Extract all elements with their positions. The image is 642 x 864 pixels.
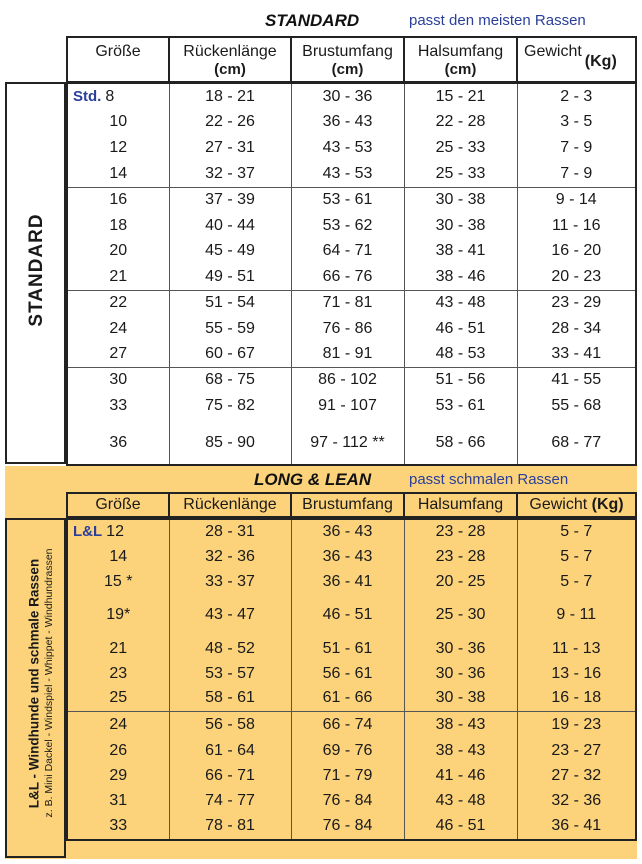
size-tag: L&L (73, 523, 103, 540)
ll-header-size: Größe (67, 493, 169, 517)
cell-weight: 23 - 27 (517, 738, 636, 763)
cell-chest: 71 - 81 (291, 290, 404, 316)
ll-side-label: L&L - Windhunde und schmale Rassen (26, 558, 42, 809)
cell-weight: 55 - 68 (517, 393, 636, 418)
cell-chest: 56 - 61 (291, 661, 404, 686)
ll-side-box (5, 518, 66, 858)
cell-weight: 11 - 16 (517, 213, 636, 238)
cell-chest: 91 - 107 (291, 393, 404, 418)
standard-header (66, 36, 637, 83)
cell-back-length: 28 - 31 (169, 519, 291, 544)
cell-weight: 28 - 34 (517, 316, 636, 341)
cell-size: 33 (109, 396, 128, 414)
cell-neck: 23 - 28 (404, 519, 517, 544)
cell-neck: 38 - 43 (404, 738, 517, 763)
cell-back-length: 68 - 75 (169, 367, 291, 393)
standard-side-label: STANDARD (26, 213, 47, 327)
ll-subtitle: passt schmalen Rassen (409, 471, 569, 488)
cell-size: 10 (109, 113, 128, 130)
cell-weight: 7 - 9 (517, 161, 636, 187)
cell-chest: 36 - 43 (291, 519, 404, 544)
cell-back-length: 74 - 77 (169, 788, 291, 813)
cell-size: 29 (109, 766, 128, 784)
cell-size: 19* (106, 606, 131, 623)
cell-neck: 30 - 36 (404, 636, 517, 661)
cell-chest: 53 - 61 (291, 187, 404, 213)
cell-weight: 19 - 23 (517, 711, 636, 738)
cell-weight: 41 - 55 (517, 367, 636, 393)
standard-table (66, 82, 637, 467)
cell-neck: 25 - 33 (404, 135, 517, 161)
cell-size: 26 (109, 741, 128, 759)
cell-neck: 46 - 51 (404, 316, 517, 341)
cell-size: 36 (109, 433, 128, 451)
cell-size: 14 (109, 164, 128, 182)
cell-chest: 51 - 61 (291, 636, 404, 661)
cell-neck: 58 - 66 (404, 418, 517, 467)
header-chest: Brustumfang (cm) (291, 37, 404, 82)
cell-neck: 38 - 46 (404, 264, 517, 290)
cell-chest: 43 - 53 (291, 135, 404, 161)
cell-back-length: 78 - 81 (169, 813, 291, 840)
table-row (67, 788, 636, 813)
table-row (67, 813, 636, 840)
table-row (67, 544, 636, 569)
cell-neck: 30 - 36 (404, 661, 517, 686)
cell-back-length: 60 - 67 (169, 341, 291, 367)
cell-back-length: 51 - 54 (169, 290, 291, 316)
standard-title-row (0, 10, 642, 32)
cell-chest: 86 - 102 (291, 367, 404, 393)
table-row (67, 213, 636, 238)
cell-size: 24 (109, 319, 128, 337)
cell-back-length: 55 - 59 (169, 316, 291, 341)
ll-title: LONG & LEAN (254, 470, 372, 489)
cell-back-length: 45 - 49 (169, 238, 291, 264)
table-row (67, 594, 636, 636)
cell-back-length: 61 - 64 (169, 738, 291, 763)
cell-chest: 76 - 84 (291, 813, 404, 840)
cell-back-length: 32 - 36 (169, 544, 291, 569)
cell-neck: 43 - 48 (404, 788, 517, 813)
cell-chest: 61 - 66 (291, 686, 404, 711)
cell-size: 22 (109, 294, 128, 312)
cell-neck: 20 - 25 (404, 569, 517, 594)
header-neck: Halsumfang (cm) (404, 37, 517, 82)
cell-neck: 25 - 33 (404, 161, 517, 187)
cell-neck: 38 - 41 (404, 238, 517, 264)
cell-size: 25 (109, 689, 128, 707)
table-row (67, 418, 636, 467)
cell-size: 15 * (104, 572, 133, 590)
cell-chest: 43 - 53 (291, 161, 404, 187)
ll-header (66, 492, 637, 518)
cell-size: 30 (109, 371, 128, 389)
cell-size: 24 (109, 715, 128, 733)
cell-chest: 76 - 84 (291, 788, 404, 813)
table-row (67, 686, 636, 711)
cell-weight: 13 - 16 (517, 661, 636, 686)
table-row (67, 763, 636, 788)
cell-size: 16 (109, 191, 128, 209)
cell-neck: 46 - 51 (404, 813, 517, 840)
cell-back-length: 56 - 58 (169, 711, 291, 738)
standard-side-box (5, 82, 66, 464)
size-value: 8 (105, 87, 115, 105)
cell-chest: 46 - 51 (291, 594, 404, 636)
cell-back-length: 33 - 37 (169, 569, 291, 594)
cell-weight: 5 - 7 (517, 544, 636, 569)
cell-chest: 64 - 71 (291, 238, 404, 264)
cell-weight: 23 - 29 (517, 290, 636, 316)
cell-weight: 36 - 41 (517, 813, 636, 840)
cell-chest: 36 - 43 (291, 544, 404, 569)
ll-header-weight: Gewicht (Kg) (517, 493, 636, 517)
table-row (67, 738, 636, 763)
table-row (67, 264, 636, 290)
size-value: 12 (106, 523, 124, 540)
table-row (67, 83, 636, 109)
cell-back-length: 22 - 26 (169, 109, 291, 135)
cell-neck: 53 - 61 (404, 393, 517, 418)
cell-neck: 30 - 38 (404, 187, 517, 213)
cell-weight: 16 - 18 (517, 686, 636, 711)
table-row (67, 393, 636, 418)
table-row (67, 109, 636, 135)
table-row (67, 135, 636, 161)
cell-chest: 66 - 74 (291, 711, 404, 738)
cell-weight: 33 - 41 (517, 341, 636, 367)
cell-back-length: 66 - 71 (169, 763, 291, 788)
cell-neck: 43 - 48 (404, 290, 517, 316)
cell-back-length: 37 - 39 (169, 187, 291, 213)
cell-neck: 38 - 43 (404, 711, 517, 738)
cell-size: 21 (109, 267, 128, 285)
header-back-length: Rückenlänge (cm) (169, 37, 291, 82)
cell-weight: 9 - 11 (517, 594, 636, 636)
cell-neck: 22 - 28 (404, 109, 517, 135)
cell-size (67, 519, 169, 544)
cell-chest: 76 - 86 (291, 316, 404, 341)
cell-size: 18 (109, 216, 128, 234)
header-weight: Gewicht(Kg) (517, 37, 636, 82)
cell-weight: 5 - 7 (517, 519, 636, 544)
cell-chest: 97 - 112 ** (291, 418, 404, 467)
table-row (67, 711, 636, 738)
cell-weight: 9 - 14 (517, 187, 636, 213)
cell-weight: 20 - 23 (517, 264, 636, 290)
cell-back-length: 49 - 51 (169, 264, 291, 290)
cell-neck: 23 - 28 (404, 544, 517, 569)
table-row (67, 290, 636, 316)
table-row (67, 661, 636, 686)
standard-subtitle: passt den meisten Rassen (409, 12, 586, 29)
cell-size: 21 (109, 639, 128, 657)
cell-chest: 69 - 76 (291, 738, 404, 763)
ll-header-chest: Brustumfang (291, 493, 404, 517)
cell-weight: 7 - 9 (517, 135, 636, 161)
cell-back-length: 27 - 31 (169, 135, 291, 161)
cell-back-length: 48 - 52 (169, 636, 291, 661)
standard-title: STANDARD (265, 11, 360, 30)
cell-back-length: 32 - 37 (169, 161, 291, 187)
cell-back-length: 53 - 57 (169, 661, 291, 686)
ll-header-neck: Halsumfang (404, 493, 517, 517)
ll-table (66, 518, 637, 841)
cell-chest: 71 - 79 (291, 763, 404, 788)
cell-neck: 48 - 53 (404, 341, 517, 367)
cell-size: 33 (109, 817, 128, 834)
table-row (67, 341, 636, 367)
cell-size: 27 (109, 344, 128, 362)
cell-size: 12 (109, 139, 128, 156)
cell-chest: 53 - 62 (291, 213, 404, 238)
ll-title-row (0, 469, 642, 491)
cell-weight: 11 - 13 (517, 636, 636, 661)
table-row (67, 519, 636, 544)
ll-header-back-length: Rückenlänge (169, 493, 291, 517)
cell-neck: 51 - 56 (404, 367, 517, 393)
cell-weight: 5 - 7 (517, 569, 636, 594)
cell-chest: 81 - 91 (291, 341, 404, 367)
cell-back-length: 40 - 44 (169, 213, 291, 238)
table-row (67, 569, 636, 594)
table-row (67, 367, 636, 393)
cell-weight: 16 - 20 (517, 238, 636, 264)
size-tag: Std. (73, 87, 102, 105)
cell-chest: 30 - 36 (291, 83, 404, 109)
cell-neck: 30 - 38 (404, 213, 517, 238)
cell-back-length: 43 - 47 (169, 594, 291, 636)
cell-weight: 68 - 77 (517, 418, 636, 467)
cell-back-length: 18 - 21 (169, 83, 291, 109)
cell-chest: 66 - 76 (291, 264, 404, 290)
cell-weight: 32 - 36 (517, 788, 636, 813)
cell-size: 31 (109, 791, 128, 809)
cell-weight: 3 - 5 (517, 109, 636, 135)
cell-back-length: 85 - 90 (169, 418, 291, 467)
cell-size: 23 (109, 664, 128, 682)
table-row (67, 238, 636, 264)
cell-chest: 36 - 41 (291, 569, 404, 594)
cell-neck: 41 - 46 (404, 763, 517, 788)
cell-neck: 30 - 38 (404, 686, 517, 711)
cell-chest: 36 - 43 (291, 109, 404, 135)
cell-weight: 2 - 3 (517, 83, 636, 109)
table-row (67, 316, 636, 341)
cell-size: 20 (109, 242, 128, 259)
header-size: Größe (67, 37, 169, 82)
cell-size: 14 (109, 547, 128, 565)
cell-back-length: 58 - 61 (169, 686, 291, 711)
table-row (67, 636, 636, 661)
table-row (67, 161, 636, 187)
table-row (67, 187, 636, 213)
cell-size (67, 83, 169, 109)
cell-neck: 25 - 30 (404, 594, 517, 636)
cell-back-length: 75 - 82 (169, 393, 291, 418)
cell-weight: 27 - 32 (517, 763, 636, 788)
cell-neck: 15 - 21 (404, 83, 517, 109)
ll-side-sublabel: z. B. Mini Dackel - Windspiel - Whippet - Windhundrassen (43, 548, 55, 818)
